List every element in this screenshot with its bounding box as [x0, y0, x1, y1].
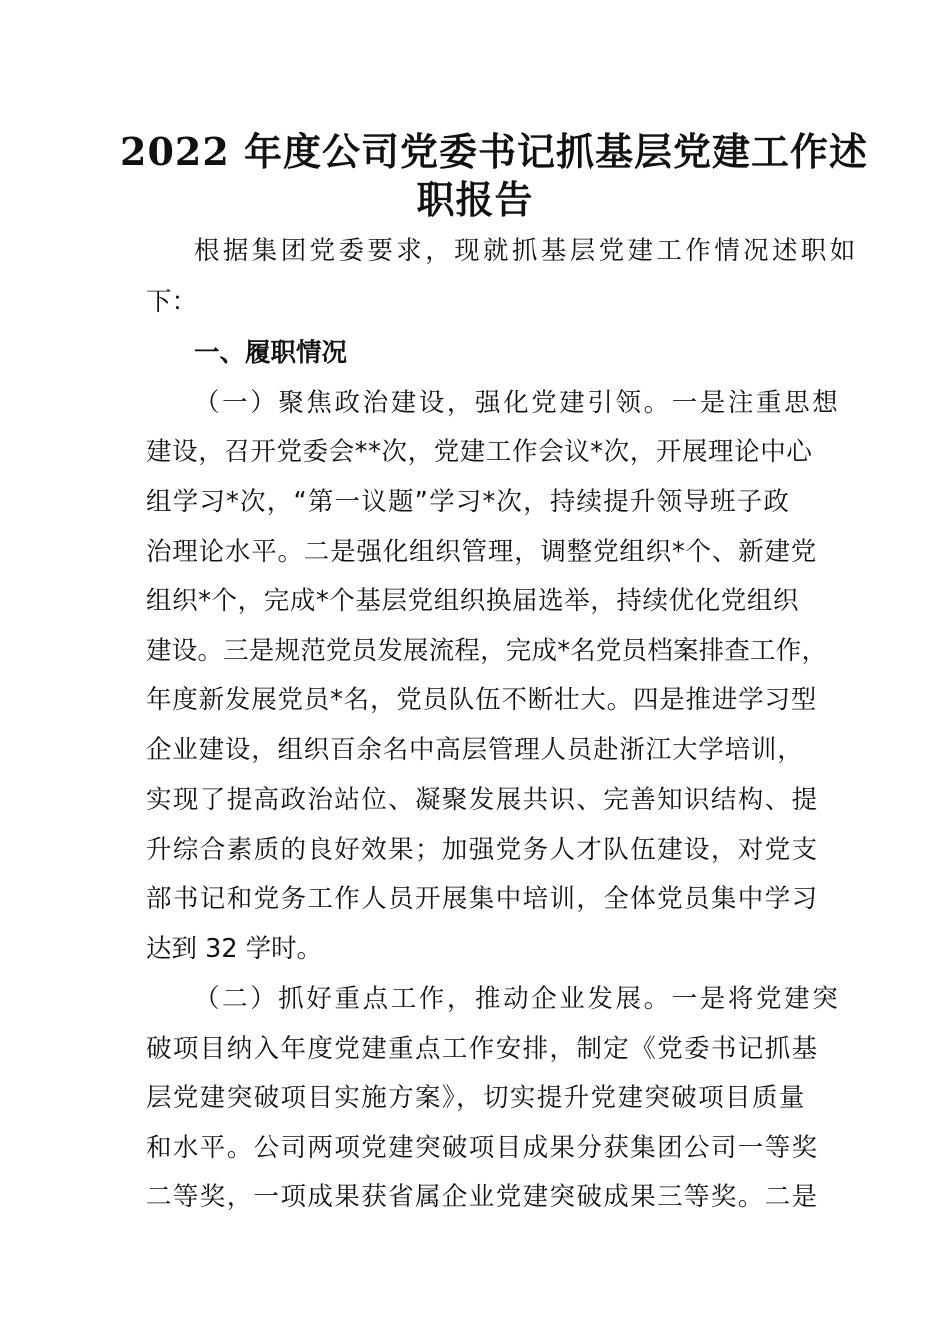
title-line-1: 2022 年度公司党委书记抓基层党建工作述 — [120, 129, 868, 174]
intro-line-1: 根据集团党委要求，现就抓基层党建工作情况述职如 — [194, 236, 859, 266]
paragraph-1-line-6: 建设。三是规范党员发展流程，完成*名党员档案排查工作， — [146, 636, 828, 666]
paragraph-1-line-3: 组学习*次，“第一议题”学习*次，持续提升领导班子政 — [146, 487, 791, 517]
paragraph-2-line-4: 和水平。公司两项党建突破项目成果分获集团公司一等奖 — [146, 1133, 819, 1163]
paragraph-1-line-4: 治理论水平。二是强化组织管理，调整党组织*个、新建党 — [146, 537, 818, 567]
paragraph-1-line-8: 企业建设，组织百余名中高层管理人员赴浙江大学培训， — [146, 735, 804, 765]
paragraph-1-line-7: 年度新发展党员*名，党员队伍不断壮大。四是推进学习型 — [146, 685, 818, 715]
section-heading: 一、履职情况 — [194, 338, 348, 368]
paragraph-1-line-2: 建设，召开党委会**次，党建工作会议*次，开展理论中心 — [146, 437, 813, 467]
paragraph-1-line-10: 升综合素质的良好效果；加强党务人才队伍建设，对党支 — [146, 835, 819, 865]
paragraph-1-line-11: 部书记和党务工作人员开展集中培训，全体党员集中学习 — [146, 884, 819, 914]
paragraph-1-line-1: （一）聚焦政治建设，强化党建引领。一是注重思想 — [194, 388, 841, 418]
paragraph-2-line-5: 二等奖，一项成果获省属企业党建突破成果三等奖。二是 — [146, 1182, 819, 1212]
paragraph-1-line-9: 实现了提高政治站位、凝聚发展共识、完善知识结构、提 — [146, 785, 819, 815]
intro-line-2: 下： — [146, 287, 198, 317]
paragraph-1-line-5: 组织*个，完成*个基层党组织换届选举，持续优化党组织 — [146, 586, 800, 616]
paragraph-2-line-1: （二）抓好重点工作，推动企业发展。一是将党建突 — [194, 984, 841, 1014]
paragraph-1-line-12: 达到 32 学时。 — [146, 934, 323, 964]
paragraph-2-line-3: 层党建突破项目实施方案》，切实提升党建突破项目质量 — [146, 1083, 806, 1113]
paragraph-2-line-2: 破项目纳入年度党建重点工作安排，制定《党委书记抓基 — [146, 1034, 819, 1064]
title-line-2: 职报告 — [416, 177, 534, 222]
